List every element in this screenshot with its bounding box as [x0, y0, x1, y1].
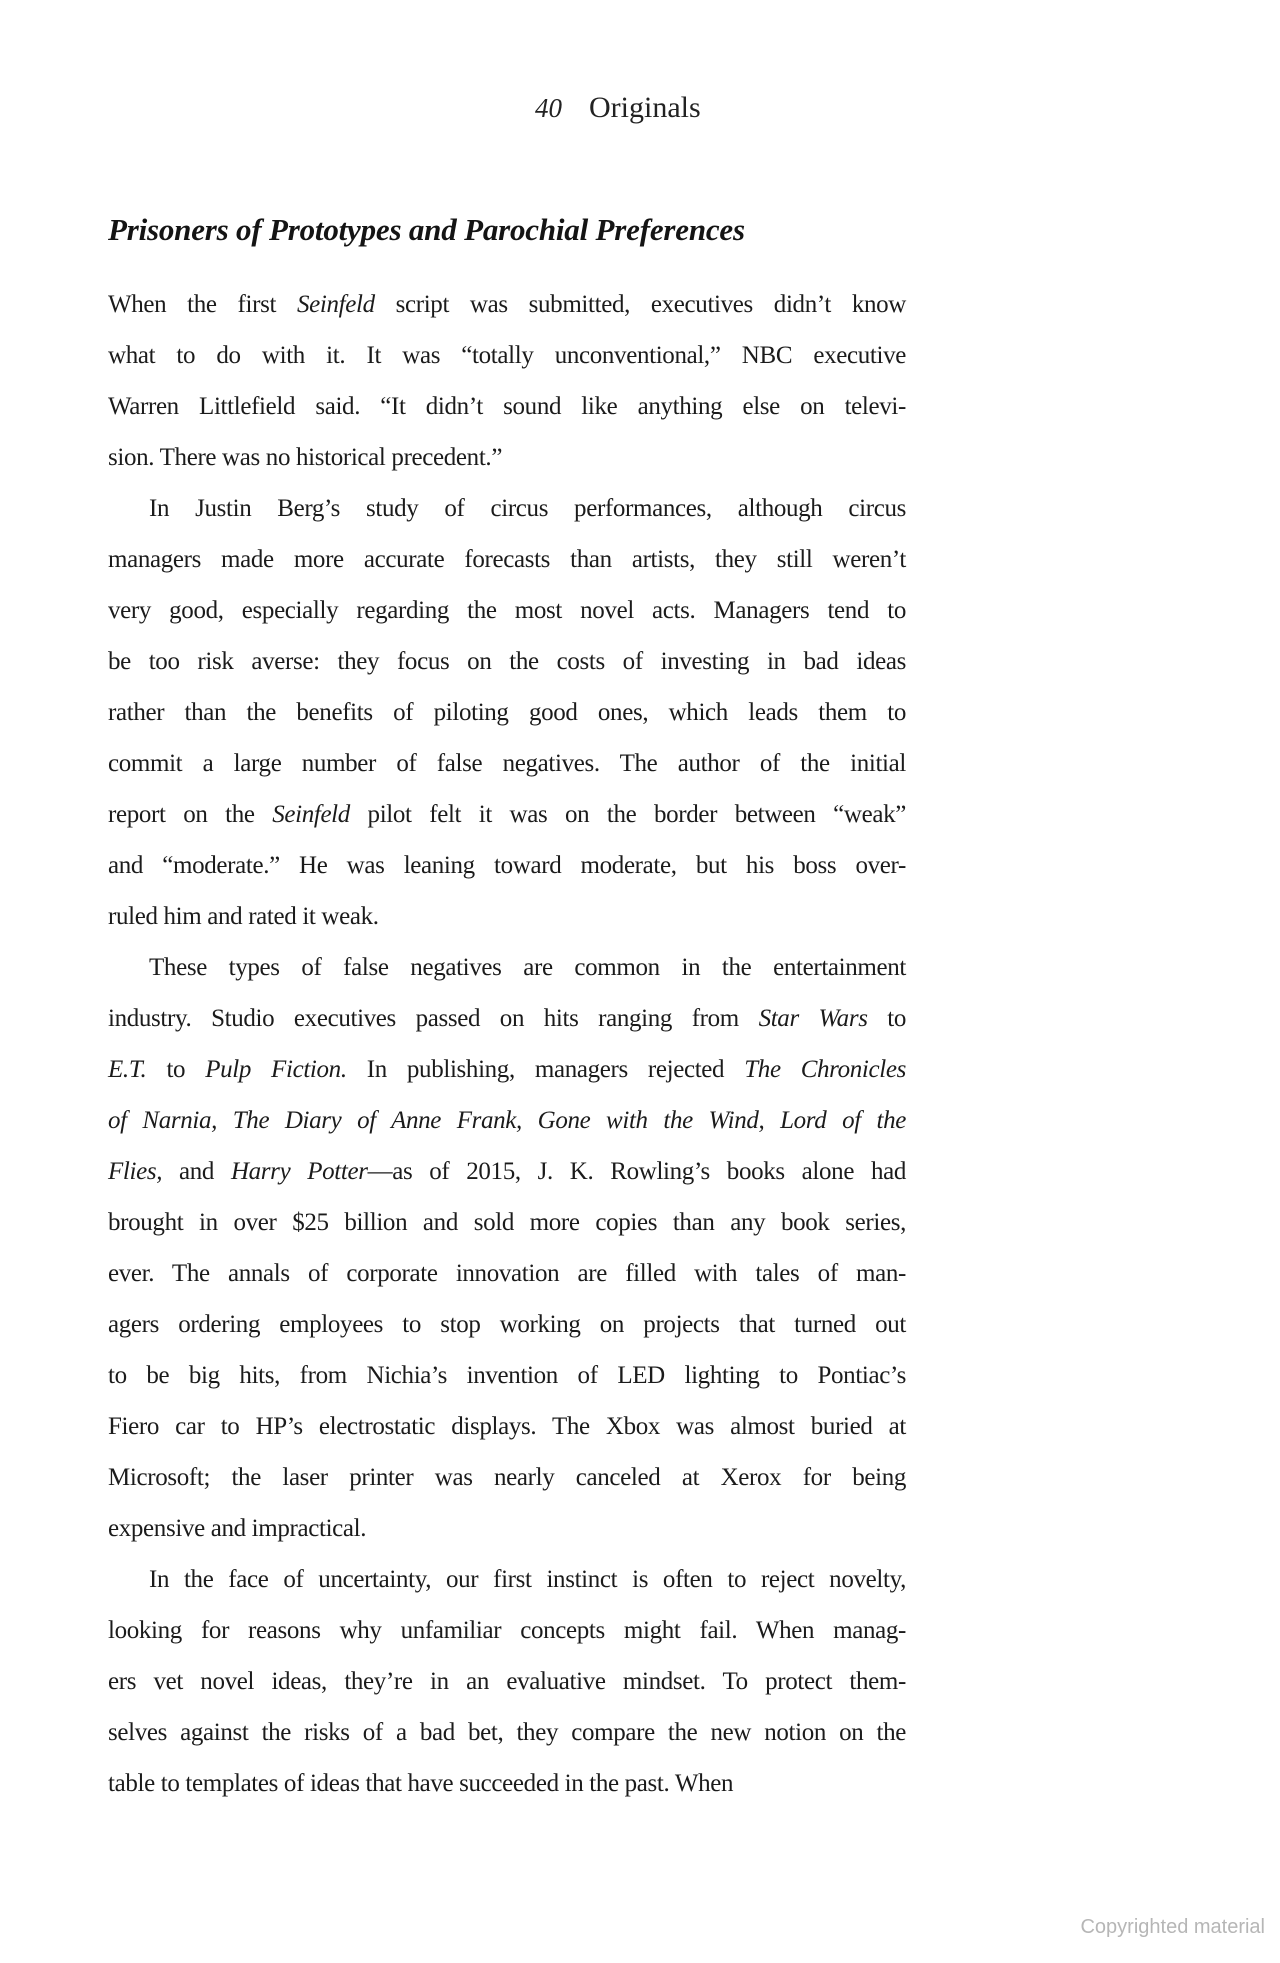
- text-line: [108, 1605, 906, 1656]
- text-line: [108, 1452, 906, 1503]
- text-segment: In the face of uncertainty, our first instinct is often to reject novelty,: [149, 1566, 906, 1593]
- text-segment: Fiero car to HP’s electrostatic displays. The Xbox was almost buried at: [108, 1413, 906, 1440]
- text-line: [108, 585, 906, 636]
- text-line: [108, 687, 906, 738]
- text-line: [108, 432, 906, 483]
- text-segment: to be big hits, from Nichia’s invention of LED lighting to Pontiac’s: [108, 1362, 906, 1389]
- text-segment: pilot felt it was on the border between “weak”: [349, 801, 906, 828]
- text-segment: to: [867, 1005, 906, 1032]
- text-line: [108, 1299, 906, 1350]
- text-line: [108, 1095, 906, 1146]
- italic-text-segment: The Chronicles: [744, 1056, 906, 1083]
- text-line: [108, 1044, 906, 1095]
- body-text: [108, 279, 906, 1809]
- text-line: [108, 891, 906, 942]
- copyright-watermark: Copyrighted material: [1080, 1916, 1265, 1938]
- text-segment: commit a large number of false negatives. The author of the initial: [108, 750, 906, 777]
- text-segment: Microsoft; the laser printer was nearly canceled at Xerox for being: [108, 1464, 906, 1491]
- text-segment: table to templates of ideas that have succeeded in the past. When: [108, 1770, 734, 1797]
- italic-text-segment: Flies,: [108, 1158, 163, 1185]
- text-line: [108, 993, 906, 1044]
- text-segment: ever. The annals of corporate innovation are filled with tales of man-: [108, 1260, 906, 1287]
- text-segment: report on the: [108, 801, 273, 828]
- text-segment: These types of false negatives are common in the entertainment: [149, 954, 906, 981]
- page-number: 40: [535, 93, 562, 123]
- text-line: [108, 279, 906, 330]
- text-segment: brought in over $25 billion and sold more copies than any book series,: [108, 1209, 906, 1236]
- text-segment: ers vet novel ideas, they’re in an evaluative mindset. To protect them-: [108, 1668, 906, 1695]
- text-line: [108, 1503, 906, 1554]
- text-line: [108, 636, 906, 687]
- text-segment: agers ordering employees to stop working on projects that turned out: [108, 1311, 906, 1338]
- text-segment: managers made more accurate forecasts than artists, they still weren’t: [108, 546, 906, 573]
- italic-text-segment: Pulp Fiction.: [205, 1056, 347, 1083]
- text-segment: expensive and impractical.: [108, 1515, 367, 1542]
- paragraph: [108, 279, 906, 483]
- text-segment: and “moderate.” He was leaning toward moderate, but his boss over-: [108, 852, 906, 879]
- text-line: [108, 534, 906, 585]
- text-line: [108, 381, 906, 432]
- section-heading: Prisoners of Prototypes and Parochial Preferences: [108, 211, 745, 247]
- text-segment: When the first: [108, 291, 297, 318]
- text-segment: —as of 2015, J. K. Rowling’s books alone had: [367, 1158, 906, 1185]
- text-line: [108, 330, 906, 381]
- text-line: [108, 483, 906, 534]
- text-segment: In publishing, managers rejected: [346, 1056, 745, 1083]
- text-line: [108, 1758, 906, 1809]
- text-segment: Warren Littlefield said. “It didn’t sound like anything else on televi-: [108, 393, 906, 420]
- paragraph: [108, 1554, 906, 1809]
- text-line: [108, 840, 906, 891]
- text-segment: and: [162, 1158, 231, 1185]
- text-segment: sion. There was no historical precedent.”: [108, 444, 503, 471]
- text-line: [108, 789, 906, 840]
- text-line: [108, 1197, 906, 1248]
- paragraph: [108, 942, 906, 1554]
- text-line: [108, 1707, 906, 1758]
- paragraph: [108, 483, 906, 942]
- text-segment: selves against the risks of a bad bet, they compare the new notion on the: [108, 1719, 906, 1746]
- text-line: [108, 1350, 906, 1401]
- running-header: [535, 90, 701, 126]
- text-segment: industry. Studio executives passed on hits ranging from: [108, 1005, 759, 1032]
- text-segment: ruled him and rated it weak.: [108, 903, 379, 930]
- text-segment: In Justin Berg’s study of circus performances, although circus: [149, 495, 906, 522]
- text-segment: rather than the benefits of piloting good ones, which leads them to: [108, 699, 906, 726]
- italic-text-segment: of Narnia, The Diary of Anne Frank, Gone with the Wind, Lord of the: [108, 1107, 906, 1134]
- text-segment: looking for reasons why unfamiliar concepts might fail. When manag-: [108, 1617, 906, 1644]
- italic-text-segment: Harry Potter: [230, 1158, 368, 1185]
- text-segment: to: [146, 1056, 206, 1083]
- text-segment: script was submitted, executives didn’t know: [374, 291, 907, 318]
- text-line: [108, 942, 906, 993]
- italic-text-segment: Seinfeld: [272, 801, 350, 828]
- italic-text-segment: E.T.: [108, 1056, 147, 1083]
- text-line: [108, 1146, 906, 1197]
- text-line: [108, 1656, 906, 1707]
- book-title: Originals: [589, 91, 701, 124]
- text-segment: very good, especially regarding the most novel acts. Managers tend to: [108, 597, 906, 624]
- text-line: [108, 1248, 906, 1299]
- text-line: [108, 738, 906, 789]
- italic-text-segment: Star Wars: [758, 1005, 868, 1032]
- text-segment: what to do with it. It was “totally unconventional,” NBC executive: [108, 342, 906, 369]
- text-line: [108, 1554, 906, 1605]
- text-segment: be too risk averse: they focus on the costs of investing in bad ideas: [108, 648, 906, 675]
- text-line: [108, 1401, 906, 1452]
- italic-text-segment: Seinfeld: [296, 291, 375, 318]
